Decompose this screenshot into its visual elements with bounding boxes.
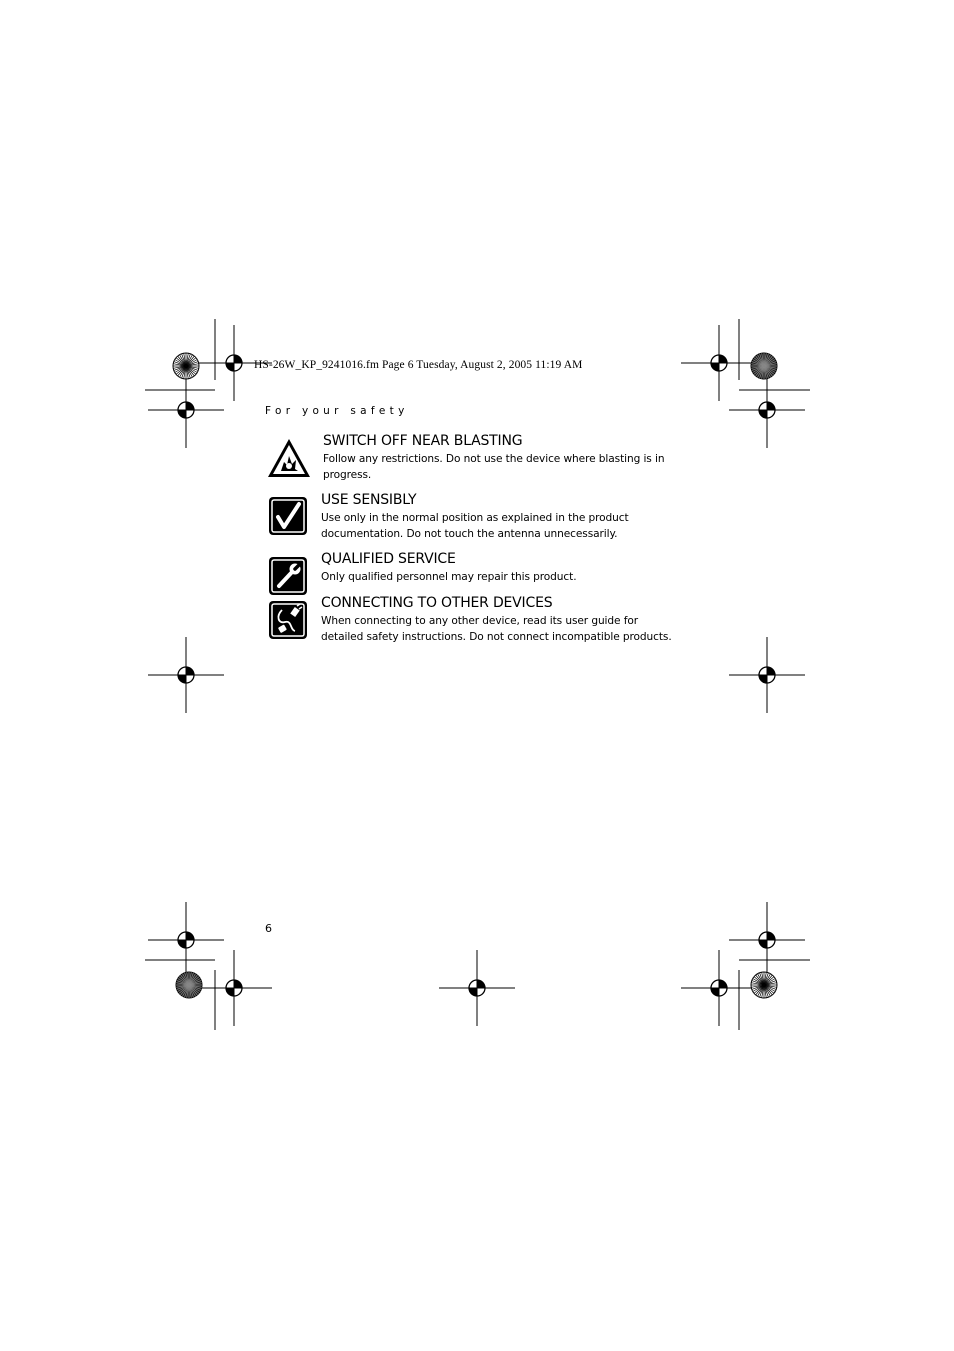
plug-connection-icon bbox=[268, 600, 308, 640]
item-qualified-service bbox=[321, 550, 681, 585]
item-title: USE SENSIBLY bbox=[321, 492, 417, 508]
registration-crosshair bbox=[681, 950, 757, 1026]
item-connecting-devices bbox=[321, 594, 681, 645]
registration-crosshair bbox=[439, 950, 515, 1026]
item-switch-off-blasting bbox=[323, 432, 683, 483]
wrench-icon bbox=[268, 556, 308, 596]
registration-starburst bbox=[751, 972, 777, 998]
item-text: Only qualified personnel may repair this product. bbox=[321, 571, 577, 583]
item-title: CONNECTING TO OTHER DEVICES bbox=[321, 595, 553, 611]
registration-crosshair bbox=[729, 637, 805, 713]
registration-starburst bbox=[751, 353, 777, 379]
item-use-sensibly bbox=[321, 491, 681, 542]
section-title: For your safety bbox=[265, 405, 409, 417]
item-title: SWITCH OFF NEAR BLASTING bbox=[323, 433, 523, 449]
registration-starburst bbox=[173, 353, 199, 379]
page-number: 6 bbox=[265, 922, 272, 935]
registration-crosshair bbox=[729, 372, 805, 448]
registration-crosshair bbox=[148, 902, 224, 978]
registration-crosshair bbox=[196, 950, 272, 1026]
file-info-header: HS-26W_KP_9241016.fm Page 6 Tuesday, August 2, 2005 11:19 AM bbox=[254, 359, 583, 371]
blasting-warning-icon bbox=[266, 437, 312, 479]
registration-starburst bbox=[176, 972, 202, 998]
registration-crosshair bbox=[148, 637, 224, 713]
item-text: When connecting to any other device, read its user guide for detailed safety instructions. Do not connect incompatible products. bbox=[321, 615, 672, 643]
item-text: Follow any restrictions. Do not use the device where blasting is in progress. bbox=[323, 453, 665, 481]
registration-crosshair bbox=[148, 372, 224, 448]
checkmark-icon bbox=[268, 496, 308, 536]
registration-crosshair bbox=[729, 902, 805, 978]
item-title: QUALIFIED SERVICE bbox=[321, 551, 456, 567]
item-text: Use only in the normal position as explained in the product documentation. Do not touch the antenna unnecessarily. bbox=[321, 512, 629, 540]
